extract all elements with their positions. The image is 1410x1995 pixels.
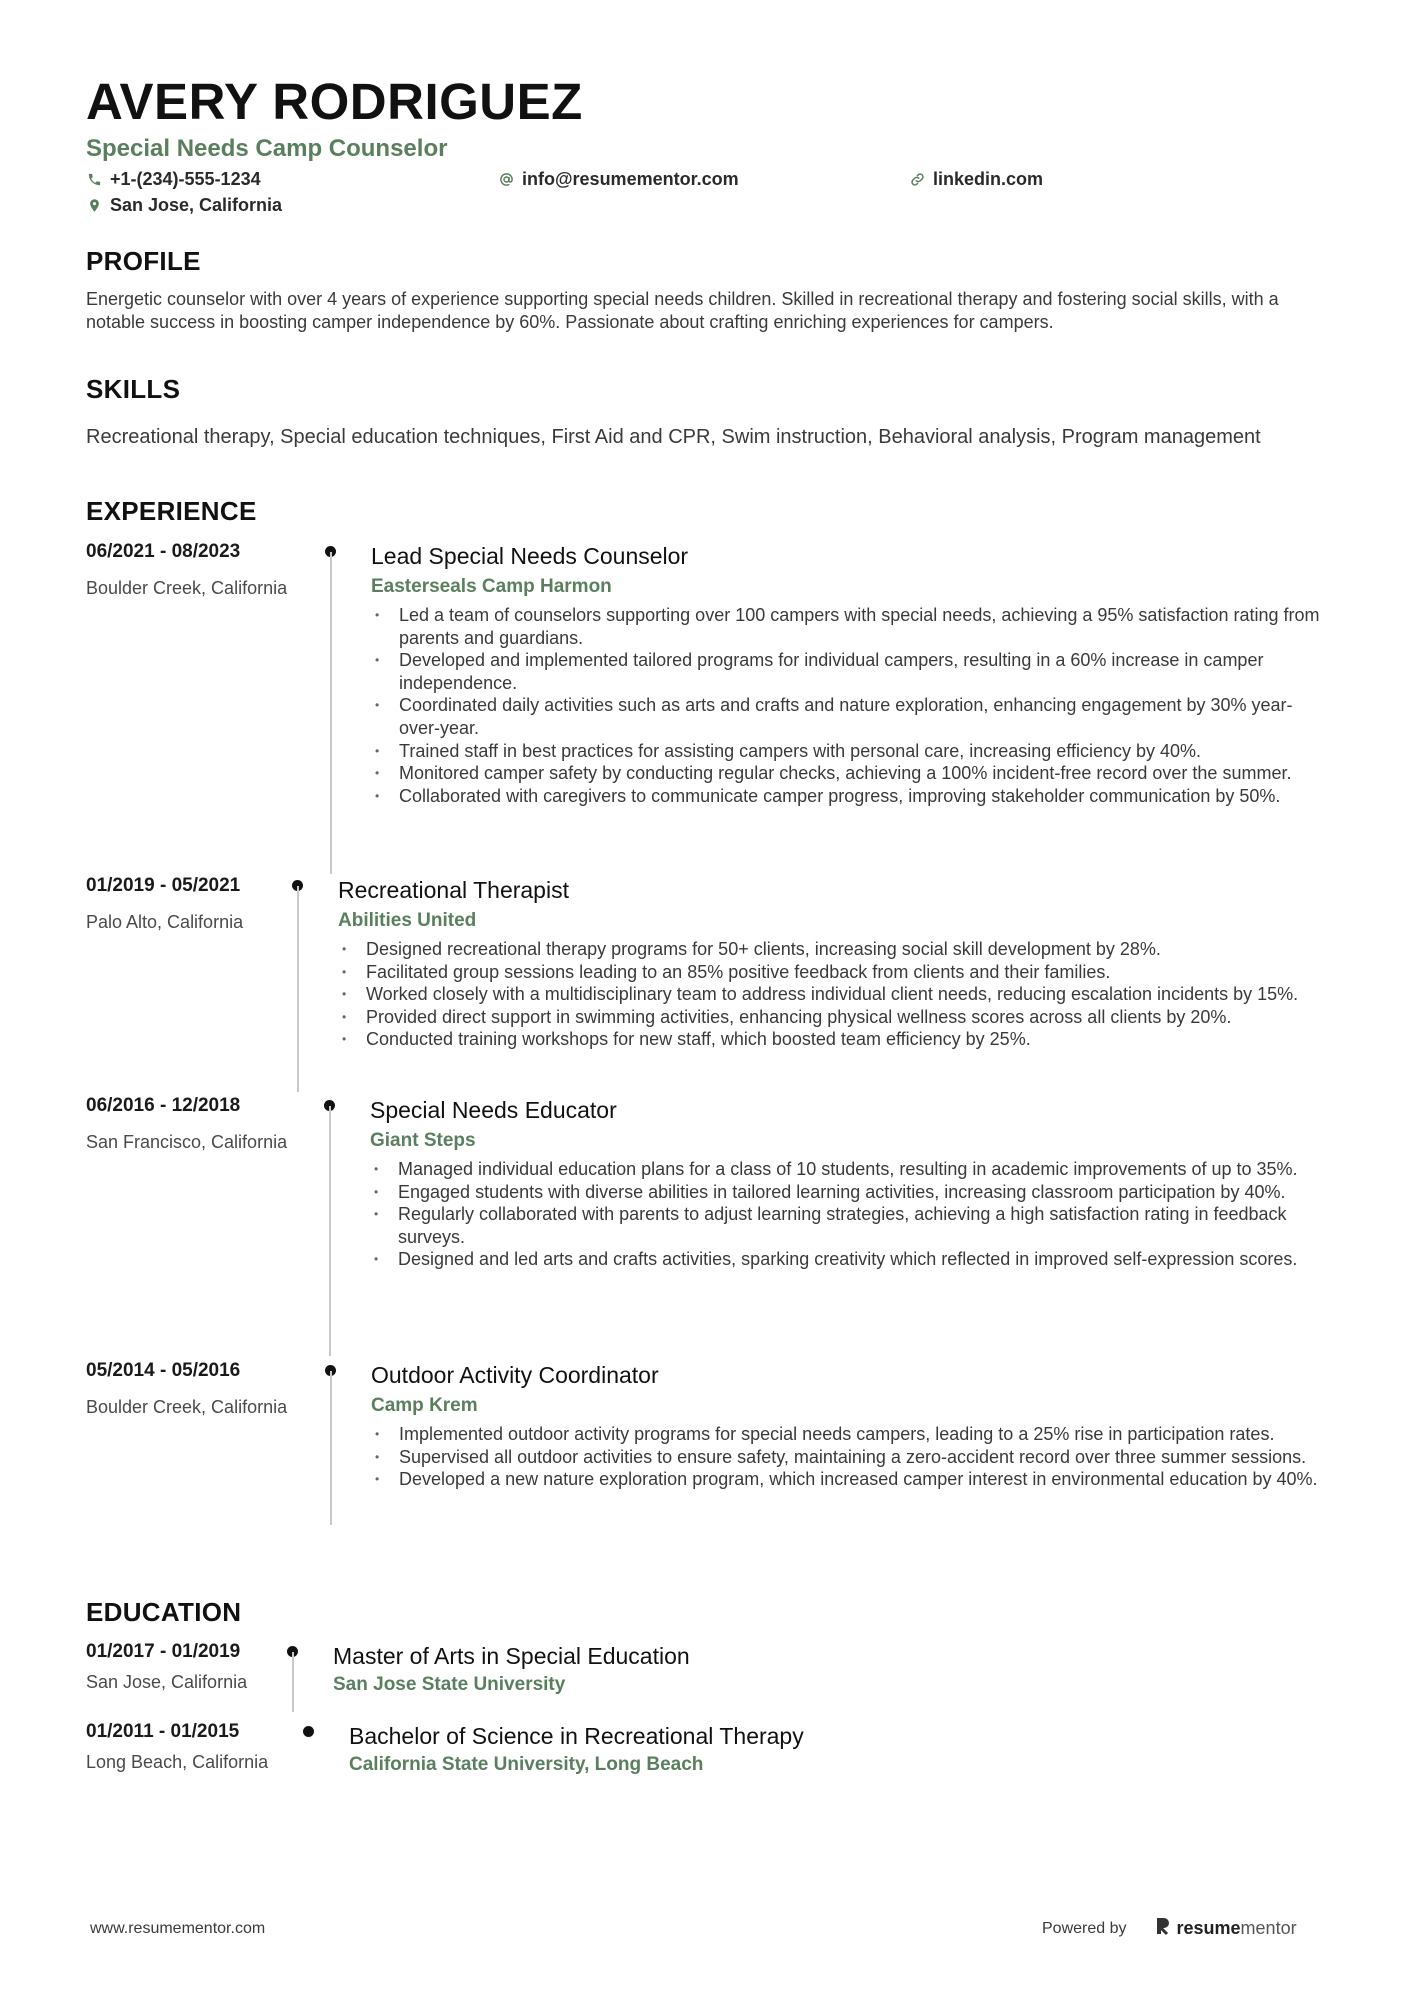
job-date: 06/2021 - 08/2023 xyxy=(86,541,241,562)
phone-text: +1-(234)-555-1234 xyxy=(110,169,261,189)
job-bullet: • Worked closely with a multidisciplinary team to address individual client needs, reducing escalation incidents by 15%. xyxy=(338,983,1326,1006)
education-date: 01/2017 - 01/2019 xyxy=(86,1641,241,1662)
job-title: Recreational Therapist xyxy=(338,877,569,903)
job-bullet: • Collaborated with caregivers to communicate camper progress, improving stakeholder communication by 50%. xyxy=(371,785,1326,808)
education-item xyxy=(86,1640,1326,1712)
job-bullet: • Provided direct support in swimming activities, enhancing physical wellness scores across all clients by 20%. xyxy=(338,1006,1326,1029)
brand-name-light: mentor xyxy=(1240,1918,1297,1938)
contact-email xyxy=(498,166,739,192)
job-content xyxy=(370,1094,1326,1271)
job-bullet: • Designed recreational therapy programs for 50+ clients, increasing social skill development by 28%. xyxy=(338,938,1326,961)
experience-item xyxy=(86,1359,1326,1559)
brand-logo-icon xyxy=(1155,1916,1171,1941)
footer-branding xyxy=(1042,1916,1297,1941)
contact-info xyxy=(86,166,1326,218)
job-bullet: • Regularly collaborated with parents to adjust learning strategies, achieving a high satisfaction rating in feedback surveys. xyxy=(370,1203,1326,1248)
education-location: San Jose, California xyxy=(86,1672,248,1692)
education-school: California State University, Long Beach xyxy=(349,1754,704,1775)
contact-location xyxy=(86,192,282,218)
job-content xyxy=(371,1359,1326,1491)
job-content xyxy=(338,874,1326,1051)
education-school: San Jose State University xyxy=(333,1674,566,1695)
footer-website[interactable]: www.resumementor.com xyxy=(90,1920,266,1937)
job-bullet: • Implemented outdoor activity programs for special needs campers, leading to a 25% rise in participation rates. xyxy=(371,1423,1326,1446)
candidate-role: Special Needs Camp Counselor xyxy=(86,135,448,162)
job-company: Camp Krem xyxy=(371,1395,478,1416)
job-bullet: • Engaged students with diverse abilities in tailored learning activities, increasing classroom participation by 40%. xyxy=(370,1181,1326,1204)
job-company: Easterseals Camp Harmon xyxy=(371,576,612,597)
linkedin-link[interactable]: linkedin.com xyxy=(933,169,1044,189)
job-location: Palo Alto, California xyxy=(86,912,244,932)
job-bullet: • Developed and implemented tailored programs for individual campers, resulting in a 60% increase in camper independence. xyxy=(371,649,1326,694)
job-title: Lead Special Needs Counselor xyxy=(371,543,689,569)
education-heading: EDUCATION xyxy=(86,1597,242,1627)
resume-header xyxy=(86,72,1326,218)
job-date: 06/2016 - 12/2018 xyxy=(86,1095,241,1116)
education-location: Long Beach, California xyxy=(86,1752,269,1772)
timeline-line xyxy=(297,886,299,1092)
brand-name-bold: resume xyxy=(1176,1918,1241,1938)
education-item xyxy=(86,1720,1326,1792)
education-content xyxy=(333,1640,1326,1698)
contact-linkedin xyxy=(909,166,1043,192)
job-date: 01/2019 - 05/2021 xyxy=(86,875,241,896)
job-bullet: • Supervised all outdoor activities to ensure safety, maintaining a zero-accident record over three summer sessions. xyxy=(371,1446,1326,1469)
timeline-line xyxy=(292,1652,294,1712)
link-icon xyxy=(909,171,925,187)
experience-item xyxy=(86,540,1326,870)
location-text: San Jose, California xyxy=(110,195,283,215)
experience-item xyxy=(86,1094,1326,1354)
timeline-line xyxy=(329,1106,331,1356)
profile-heading: PROFILE xyxy=(86,246,201,276)
job-content xyxy=(371,540,1326,807)
job-bullets xyxy=(370,1158,1326,1271)
job-bullet: • Led a team of counselors supporting over 100 campers with special needs, achieving a 95% satisfaction rating from parents and guardians. xyxy=(371,604,1326,649)
education-date: 01/2011 - 01/2015 xyxy=(86,1721,240,1742)
job-bullets xyxy=(371,604,1326,807)
contact-phone xyxy=(86,166,261,192)
timeline-line xyxy=(330,1371,332,1525)
experience-heading: EXPERIENCE xyxy=(86,496,257,526)
profile-summary: Energetic counselor with over 4 years of experience supporting special needs children. Skilled in recreational therapy and fostering social skills, with a notable success in boosting camper independence by 60%. Passionate about crafting enriching experiences for campers. xyxy=(86,289,1279,332)
job-bullet: • Facilitated group sessions leading to an 85% positive feedback from clients and their families. xyxy=(338,961,1326,984)
location-pin-icon xyxy=(86,197,102,213)
email-link[interactable]: info@resumementor.com xyxy=(522,169,739,189)
timeline-line xyxy=(330,552,332,874)
job-bullet: • Monitored camper safety by conducting regular checks, achieving a 100% incident-free record over the summer. xyxy=(371,762,1326,785)
education-degree: Bachelor of Science in Recreational Therapy xyxy=(349,1723,804,1749)
job-bullets xyxy=(338,938,1326,1051)
job-location: Boulder Creek, California xyxy=(86,1397,288,1417)
education-content xyxy=(349,1720,1326,1778)
job-location: Boulder Creek, California xyxy=(86,578,288,598)
job-bullet: • Managed individual education plans for a class of 10 students, resulting in academic improvements of up to 35%. xyxy=(370,1158,1326,1181)
powered-by-label: Powered by xyxy=(1042,1919,1127,1937)
job-bullet: • Coordinated daily activities such as arts and crafts and nature exploration, enhancing engagement by 30% year-over-year. xyxy=(371,694,1326,739)
job-location: San Francisco, California xyxy=(86,1132,288,1152)
job-bullet: • Trained staff in best practices for assisting campers with personal care, increasing efficiency by 40%. xyxy=(371,740,1326,763)
job-company: Giant Steps xyxy=(370,1130,476,1151)
timeline-dot xyxy=(303,1726,314,1737)
job-title: Outdoor Activity Coordinator xyxy=(371,1362,659,1388)
job-bullet: • Conducted training workshops for new staff, which boosted team efficiency by 25%. xyxy=(338,1028,1326,1051)
candidate-name: AVERY RODRIGUEZ xyxy=(86,73,583,130)
skills-list: Recreational therapy, Special education techniques, First Aid and CPR, Swim instruction, Behavioral analysis, Program management xyxy=(86,426,1261,448)
phone-icon xyxy=(86,171,102,187)
job-company: Abilities United xyxy=(338,910,477,931)
job-date: 05/2014 - 05/2016 xyxy=(86,1360,241,1381)
brand-logo xyxy=(1155,1916,1297,1941)
job-title: Special Needs Educator xyxy=(370,1097,617,1123)
job-bullets xyxy=(371,1423,1326,1491)
at-sign-icon xyxy=(498,171,514,187)
skills-heading: SKILLS xyxy=(86,374,181,404)
experience-item xyxy=(86,874,1326,1094)
job-bullet: • Developed a new nature exploration program, which increased camper interest in environmental education by 40%. xyxy=(371,1468,1326,1491)
education-degree: Master of Arts in Special Education xyxy=(333,1643,690,1669)
job-bullet: • Designed and led arts and crafts activities, sparking creativity which reflected in improved self-expression scores. xyxy=(370,1248,1326,1271)
